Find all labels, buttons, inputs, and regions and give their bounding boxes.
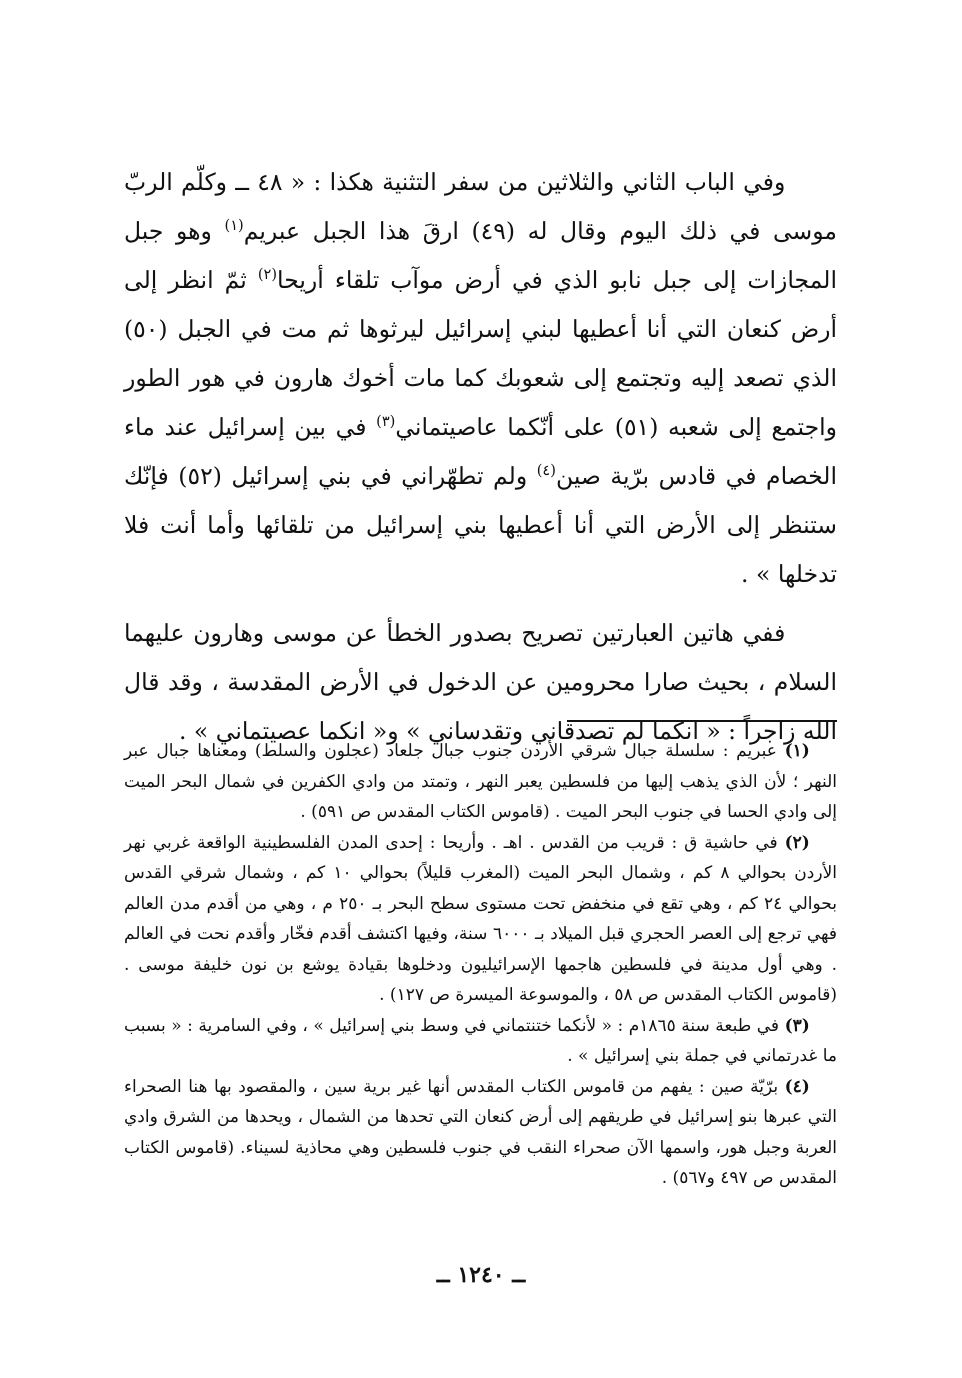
footnote <box>124 736 837 828</box>
paragraph-text: في بين إسرائيل عند ماء الخصام في قادس برّية صين <box>124 413 837 490</box>
page-number: ــ ١٢٤٠ ــ <box>436 1262 526 1288</box>
footnote-number: (١) <box>784 741 810 761</box>
paragraph-text: ثمّ انظر إلى أرض كنعان التي أنا أعطيها لبني إسرائيل ليرثوها ثم مت في الجبل (٥٠) الذي تصعد إليه وتجتمع إلى شعوبك كما مات أخوك هارون في هور الطور واجتمع إلى شعبه (٥١) على أنّكما عاصيتماني <box>124 266 837 441</box>
footnote-reference: (٣) <box>376 413 396 431</box>
paragraph-text: وهو جبل المجازات إلى جبل نابو الذي في أرض موآب تلقاء أريحا <box>124 217 837 294</box>
footnote-number: (٤) <box>784 1076 810 1097</box>
footnote <box>124 1011 837 1072</box>
footnote <box>124 1072 837 1194</box>
footnote-text: في حاشية ق : قريب من القدس . اهـ . وأريحا : إحدى المدن الفلسطينية الواقعة غربي نهر الأردن بحوالي ٨ كم ، وشمال البحر الميت (المغرب قليلاً) بحوالي ١٠ كم ، وشمال شرقي القدس بحوالي ٢٤ كم ، وهي تقع في منخفض تحت مستوى سطح البحر بـ ٢٥٠ م ، وهي من أقدم مدن العالم فهي ترجع إلى العصر الحجري قبل الميلاد بـ ٦٠٠٠ سنة، وفيها اكتشف أقدم فخّار وأقدم نحت في العالم . وهي أول مدينة في فلسطين هاجمها الإسرائيليون ودخلوها بقيادة يوشع بن نون خليفة موسى . (قاموس الكتاب المقدس ص ٥٨ ، والموسوعة الميسرة ص ١٢٧) . <box>124 832 838 1005</box>
footnote-reference: (١) <box>224 217 244 235</box>
footnote-reference: (٢) <box>257 266 278 284</box>
footnote-text: برّيّة صين : يفهم من قاموس الكتاب المقدس أنها غير برية سين ، والمقصود بها هنا الصحراء التي عبرها بنو إسرائيل في طريقهم إلى أرض كنعان التي تحدها من الشمال ، ويحدها من الشرق وادي العربة وجبل هور، واسمها الآن صحراء النقب في جنوب فلسطين وهي محاذية لسيناء. (قاموس الكتاب المقدس ص ٤٩٧ و٥٦٧) . <box>124 1076 837 1188</box>
paragraph-text: وفي الباب الثاني والثلاثين من سفر التثنية هكذا : « ٤٨ ــ وكلّم الربّ موسى في ذلك اليوم وقال له (٤٩) ارقَ هذا الجبل عبريم <box>124 168 837 245</box>
footnote-reference: (٤) <box>536 462 556 480</box>
footnote-separator <box>567 720 837 722</box>
paragraph-text: ولم تطهّراني في بني إسرائيل (٥٢) فإنّك ستنظر إلى الأرض التي أنا أعطيها بني إسرائيل من تلقائها وأما أنت فلا تدخلها » . <box>124 462 837 588</box>
footnote <box>124 828 837 1011</box>
paragraph: ففي هاتين العبارتين تصريح بصدور الخطأ عن موسى وهارون عليهما السلام ، بحيث صارا محرومين عن الدخول في الأرض المقدسة ، وقد قال الله زاجراً : « انكما لم تصدقاني وتقدساني » و« انكما عصيتماني » . <box>124 619 837 745</box>
footnote-text: عبريم : سلسلة جبال شرقي الأردن جنوب جبال جلعاد (عجلون والسلط) ومعناها جبال عبر النهر ؛ لأن الذي يذهب إليها من فلسطين يعبر النهر ، وتمتد من وادي الكفرين في شمال البحر الميت إلى وادي الحسا في جنوب البحر الميت . (قاموس الكتاب المقدس ص ٥٩١) . <box>124 741 837 822</box>
footnote-text: في طبعة سنة ١٨٦٥م : « لأنكما ختنتماني في وسط بني إسرائيل » ، وفي السامرية : « بسبب ما غدرتماني في جملة بني إسرائيل » . <box>124 1015 837 1066</box>
footnotes <box>124 736 837 1194</box>
paragraph <box>124 158 837 599</box>
main-text <box>124 158 837 756</box>
footnote-number: (٢) <box>784 832 810 853</box>
footnote-number: (٣) <box>784 1015 810 1036</box>
